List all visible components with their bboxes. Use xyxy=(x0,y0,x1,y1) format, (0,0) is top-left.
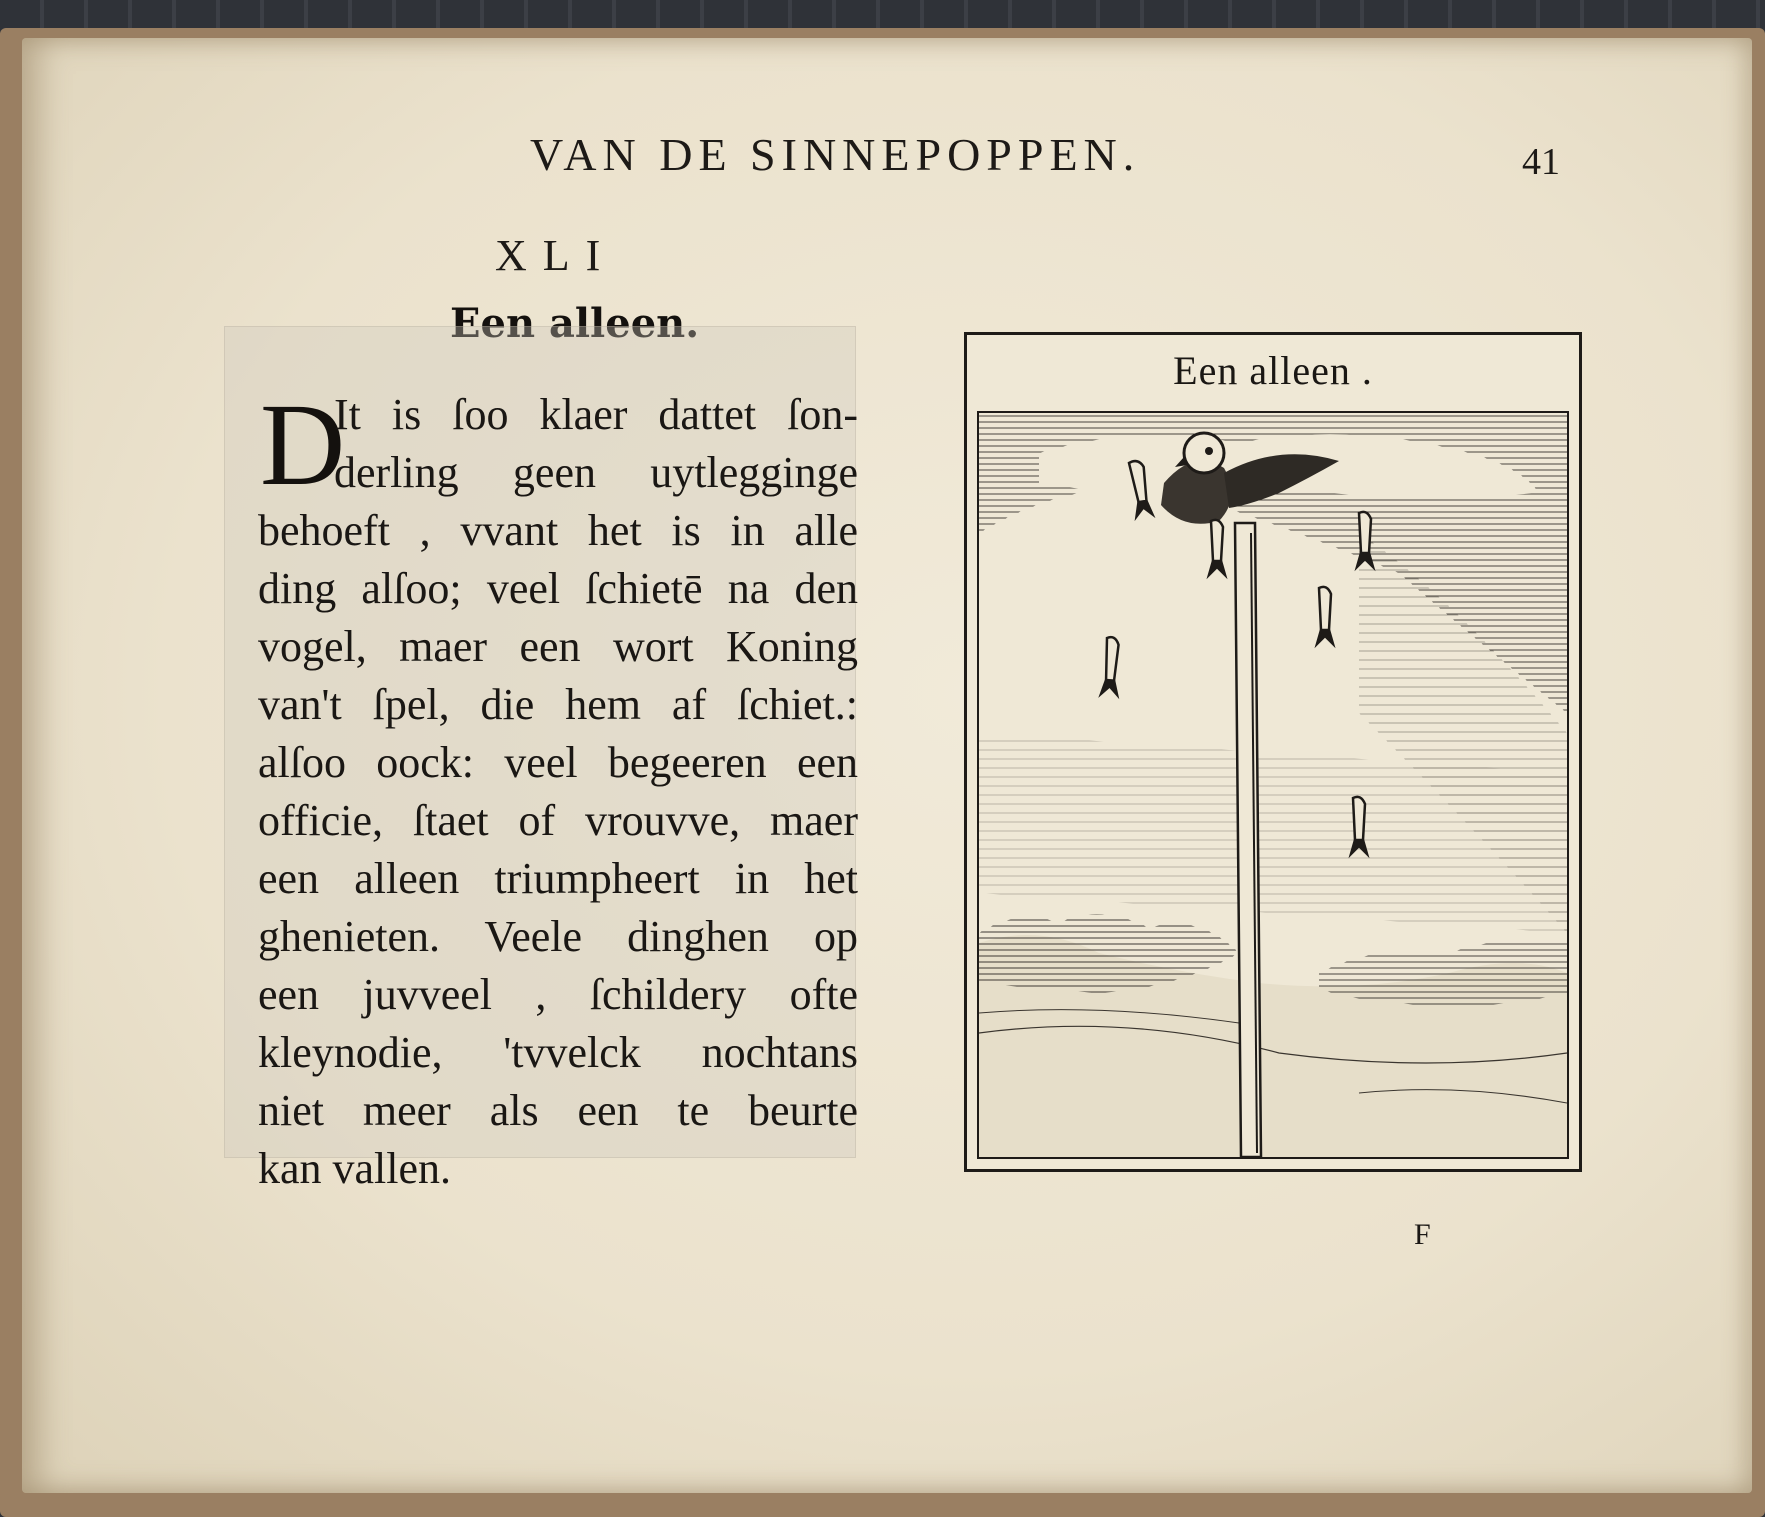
text-line: ghenieten. Veele dinghen op xyxy=(258,912,858,961)
text-line: behoeft , vvant het is in alle xyxy=(258,506,858,555)
text-line: alſoo oock: veel begeeren een xyxy=(258,738,858,787)
body-text xyxy=(258,379,858,1198)
running-head: VAN DE SINNEPOPPEN. xyxy=(530,129,1141,180)
text-line: kan vallen. xyxy=(258,1144,452,1193)
text-line: niet meer als een te beurte xyxy=(258,1086,858,1135)
text-line: ding alſoo; veel ſchietē na den xyxy=(258,564,858,613)
text-line: It is ſoo klaer dattet ſon- xyxy=(334,390,858,439)
page-number: 41 xyxy=(1522,141,1560,183)
text-line: officie, ſtaet of vrouvve, maer xyxy=(258,796,858,845)
signature-mark: F xyxy=(1414,1218,1431,1251)
emblem-numeral: XLI xyxy=(495,231,617,280)
engraving-frame xyxy=(964,332,1582,1172)
text-line: vogel, maer een wort Koning xyxy=(258,622,858,671)
engraving-picture xyxy=(977,411,1569,1159)
engraving-caption: Een alleen . xyxy=(1173,348,1373,393)
text-line: een juvveel , ſchildery ofte xyxy=(258,970,858,1019)
emblem-heading: Een alleen. xyxy=(450,300,700,347)
text-line: van't ſpel, die hem af ſchiet.: xyxy=(258,680,858,729)
text-line: derling geen uytlegginge xyxy=(334,448,858,497)
engraving-illustration xyxy=(979,413,1567,1157)
text-line: kleynodie, 'tvvelck nochtans xyxy=(258,1028,858,1077)
text-line: een alleen triumpheert in het xyxy=(258,854,858,903)
drop-cap: D xyxy=(260,379,346,510)
